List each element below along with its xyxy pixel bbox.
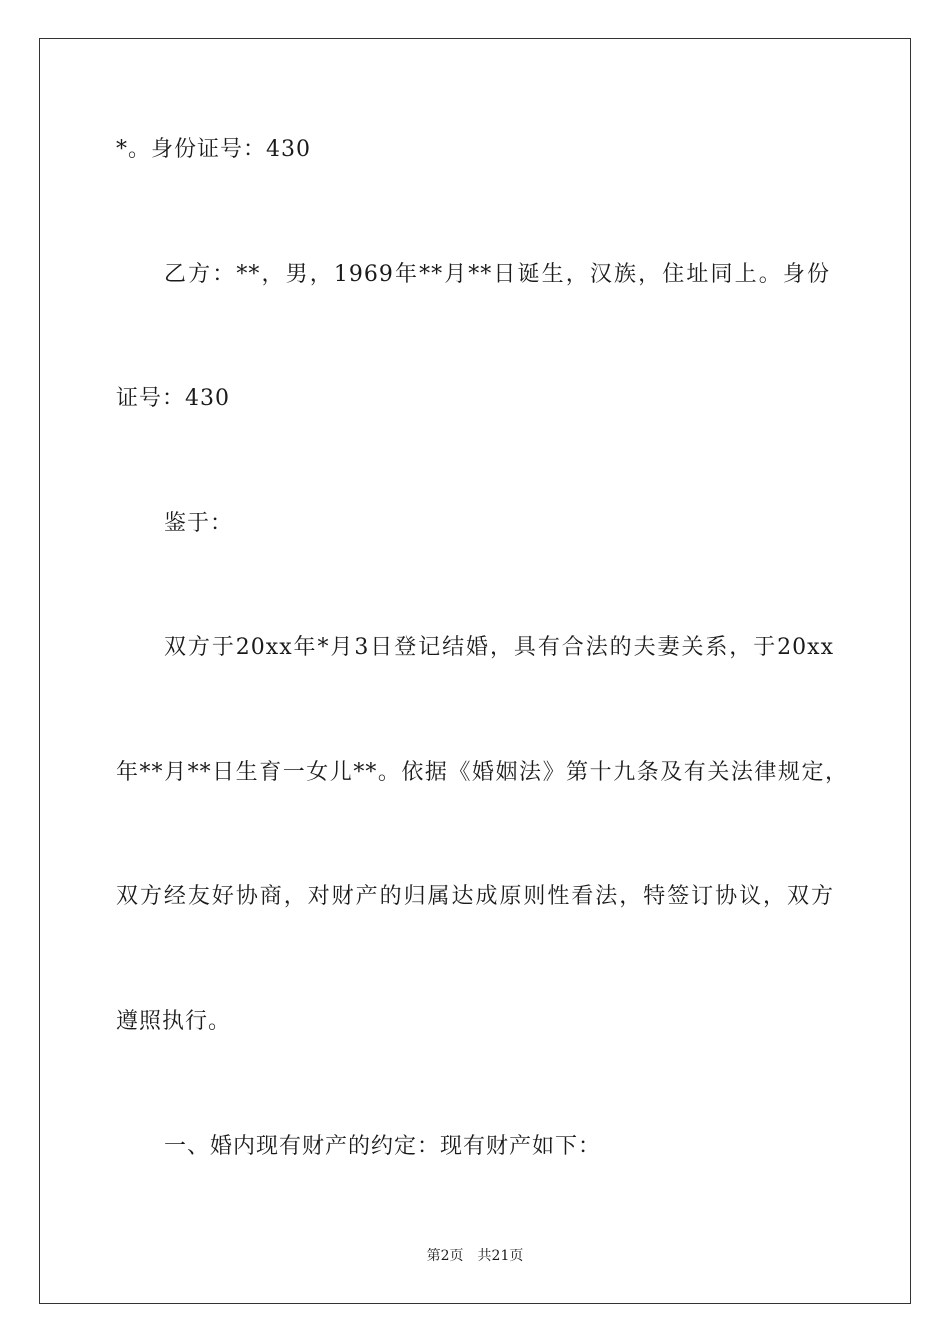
text-line-party-b: 乙方：**，男，1969年**月**日诞生，汉族，住址同上。身份	[164, 262, 830, 287]
text-line-party-b-id: 证号：430	[116, 386, 230, 411]
text-line-law: 年**月**日生育一女儿**。依据《婚姻法》第十九条及有关法律规定，	[116, 760, 848, 785]
text-line-whereas: 鉴于：	[164, 511, 234, 536]
text-line-agreement: 双方经友好协商，对财产的归属达成原则性看法，特签订协议，双方	[116, 884, 834, 909]
page-number: 第2页	[426, 1248, 464, 1264]
page-footer	[0, 1247, 950, 1265]
page-total: 共21页	[477, 1248, 524, 1264]
text-line-comply: 遵照执行。	[116, 1009, 232, 1034]
text-line-marriage: 双方于20xx年*月3日登记结婚，具有合法的夫妻关系，于20xx	[164, 635, 834, 660]
page-border	[39, 38, 911, 1304]
section-heading-property: 一、婚内现有财产的约定：现有财产如下：	[164, 1134, 602, 1159]
text-line-party-a-id: *。身份证号：430	[116, 137, 311, 162]
